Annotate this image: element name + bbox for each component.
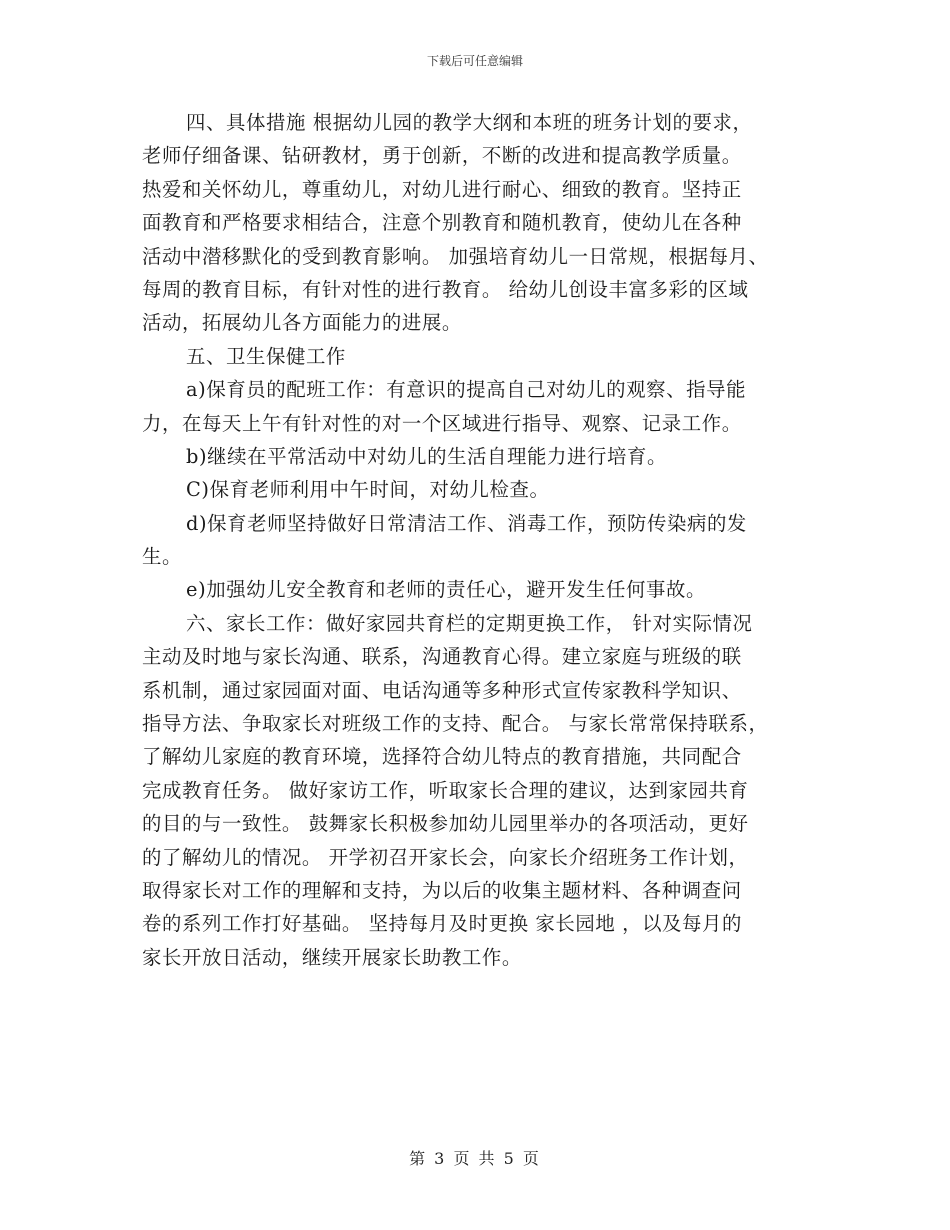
text-line: 力，在每天上午有针对性的对一个区域进行指导、观察、记录工作。 [142, 411, 742, 435]
text-line: 生。 [142, 545, 182, 569]
page-number-footer: 第 3 页 共 5 页 [409, 1149, 541, 1168]
text-line: e)加强幼儿安全教育和老师的责任心，避开发生任何事故。 [186, 578, 707, 602]
text-line: 家长开放日活动，继续开展家长助教工作。 [142, 945, 522, 969]
text-line: 的目的与一致性。 鼓舞家长积极参加幼儿园里举办的各项活动，更好 [142, 812, 749, 836]
text-line: 面教育和严格要求相结合，注意个别教育和随机教育，使幼儿在各种 [142, 211, 742, 235]
text-line: 指导方法、争取家长对班级工作的支持、配合。 与家长常常保持联系， [142, 712, 769, 736]
text-line: 活动中潜移默化的受到教育影响。 加强培育幼儿一日常规，根据每月、 [142, 244, 769, 268]
text-line: 四、具体措施 根据幼儿园的教学大纲和本班的班务计划的要求， [186, 111, 753, 134]
page-header: 下载后可任意编辑 [426, 54, 523, 68]
text-line: b)继续在平常活动中对幼儿的生活自理能力进行培育。 [186, 444, 667, 468]
text-line: 活动，拓展幼儿各方面能力的进展。 [142, 311, 462, 335]
text-line: a)保育员的配班工作：有意识的提高自己对幼儿的观察、指导能 [186, 378, 747, 402]
text-line: d)保育老师坚持做好日常清洁工作、消毒工作，预防传染病的发 [186, 511, 747, 535]
text-line: 的了解幼儿的情况。 开学初召开家长会，向家长介绍班务工作计划， [142, 845, 749, 869]
document-body [142, 106, 822, 974]
text-line: C)保育老师利用中午时间，对幼儿检查。 [186, 478, 550, 502]
text-line: 完成教育任务。 做好家访工作，听取家长合理的建议，达到家园共育 [142, 778, 749, 802]
text-line: 每周的教育目标，有针对性的进行教育。 给幼儿创设丰富多彩的区域 [142, 277, 749, 301]
text-line: 卷的系列工作打好基础。 坚持每月及时更换 家长园地 ，以及每月的 [142, 912, 743, 936]
text-line: 了解幼儿家庭的教育环境，选择符合幼儿特点的教育措施，共同配合 [142, 745, 742, 769]
text-line: 主动及时地与家长沟通、联系，沟通教育心得。建立家庭与班级的联 [142, 645, 742, 669]
text-line: 五、卫生保健工作 [186, 344, 346, 368]
text-line: 老师仔细备课、钻研教材，勇于创新，不断的改进和提高教学质量。 [142, 144, 742, 168]
text-line: 取得家长对工作的理解和支持，为以后的收集主题材料、各种调查问 [142, 878, 742, 902]
text-line: 热爱和关怀幼儿，尊重幼儿，对幼儿进行耐心、细致的教育。坚持正 [142, 177, 742, 201]
text-line: 系机制，通过家园面对面、电话沟通等多种形式宣传家教科学知识、 [142, 678, 742, 702]
text-line: 六、家长工作：做好家园共育栏的定期更换工作， 针对实际情况 [186, 611, 753, 635]
